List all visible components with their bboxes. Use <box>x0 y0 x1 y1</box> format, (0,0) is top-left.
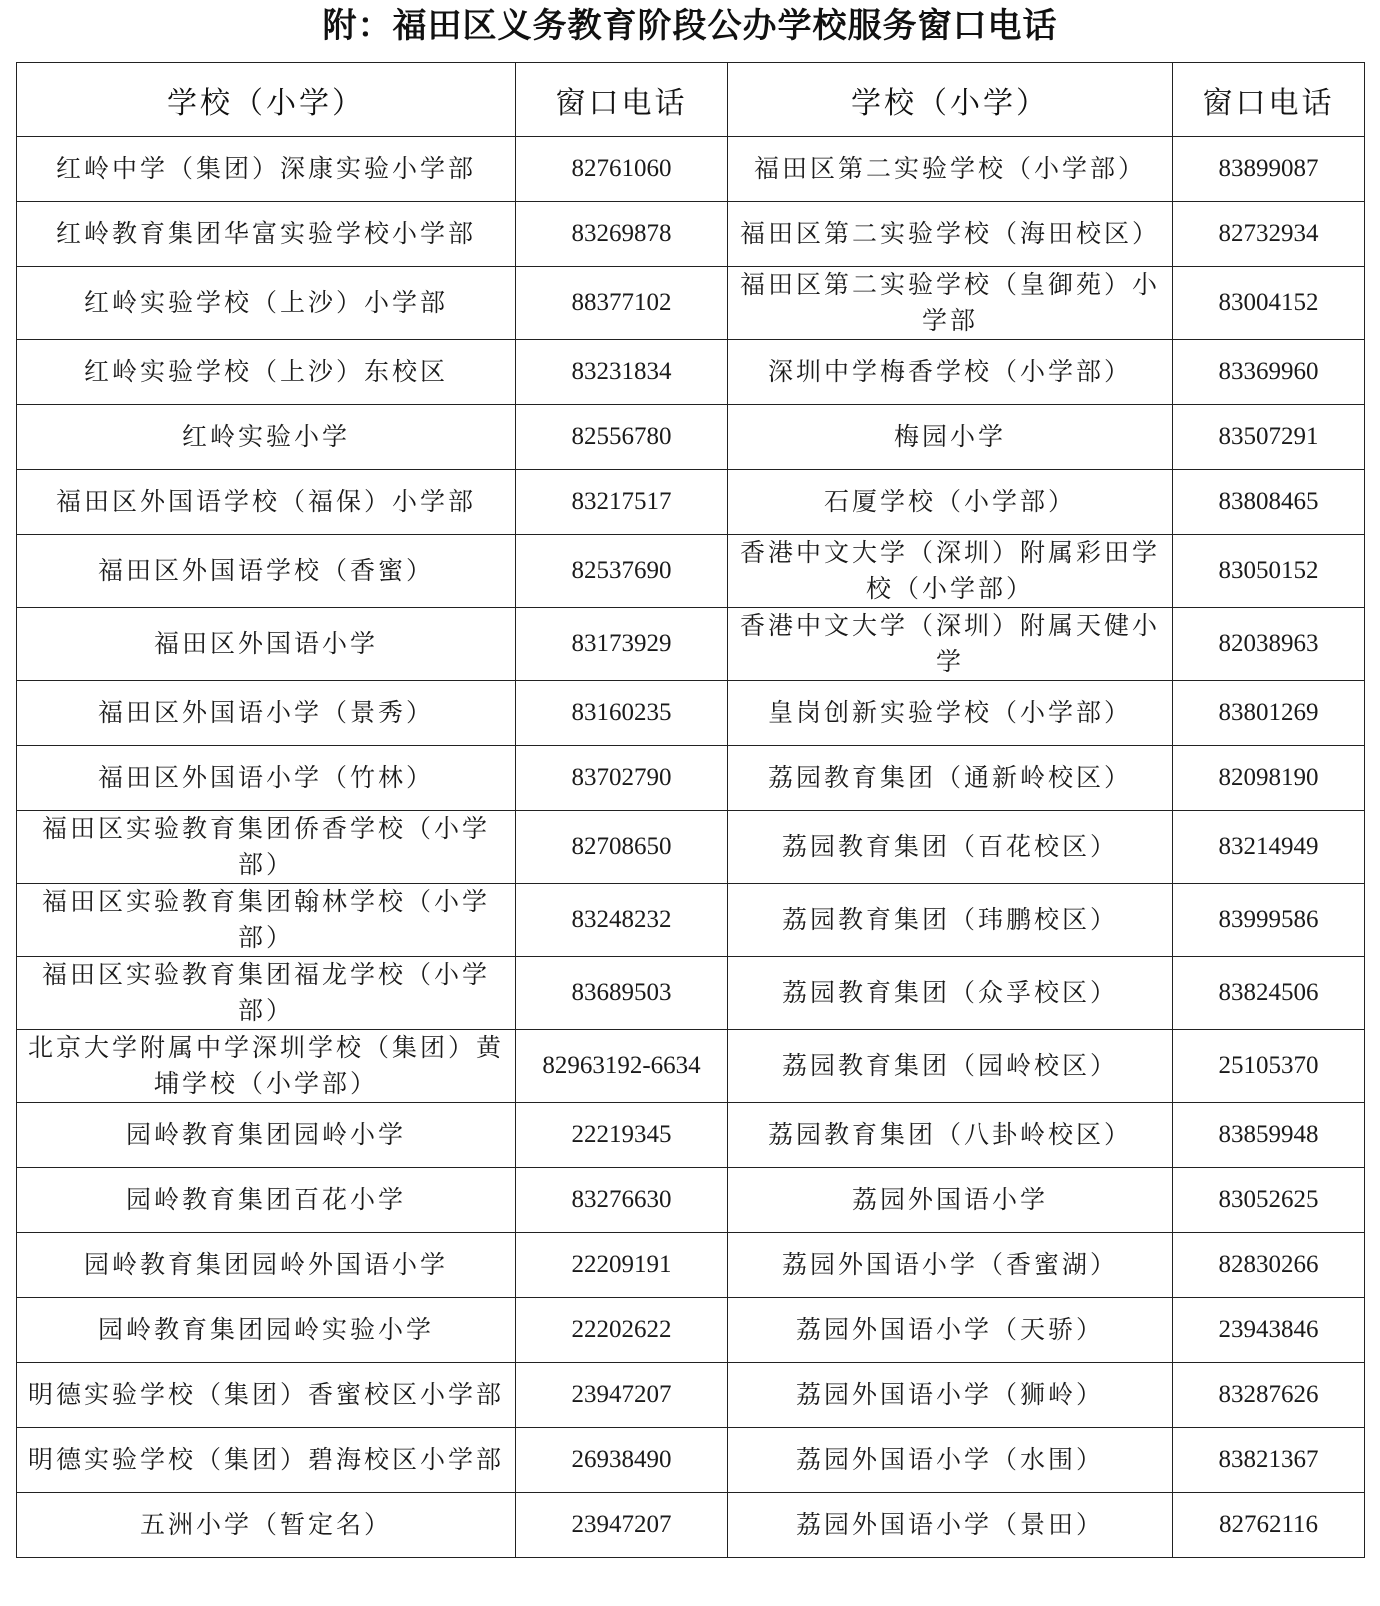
header-school-right: 学校（小学） <box>728 63 1173 137</box>
phone-number-left: 88377102 <box>516 267 728 340</box>
table-row <box>17 470 1365 535</box>
school-name-left: 红岭教育集团华富实验学校小学部 <box>17 202 516 267</box>
school-name-right: 荔园教育集团（众孚校区） <box>728 957 1173 1030</box>
phone-number-left: 82963192-6634 <box>516 1030 728 1103</box>
table-row <box>17 811 1365 884</box>
phone-number-right: 83899087 <box>1173 137 1365 202</box>
school-name-left: 福田区外国语学校（香蜜） <box>17 535 516 608</box>
header-phone-right: 窗口电话 <box>1173 63 1365 137</box>
phone-number-left: 22202622 <box>516 1298 728 1363</box>
phone-number-right: 83824506 <box>1173 957 1365 1030</box>
phone-number-left: 83702790 <box>516 746 728 811</box>
phone-number-left: 83689503 <box>516 957 728 1030</box>
table-row <box>17 1363 1365 1428</box>
school-name-right: 荔园外国语小学（水围） <box>728 1428 1173 1493</box>
phone-number-left: 22209191 <box>516 1233 728 1298</box>
school-name-right: 荔园教育集团（八卦岭校区） <box>728 1103 1173 1168</box>
table-row <box>17 608 1365 681</box>
phone-number-right: 23943846 <box>1173 1298 1365 1363</box>
phone-number-right: 82732934 <box>1173 202 1365 267</box>
school-name-right: 荔园教育集团（百花校区） <box>728 811 1173 884</box>
table-row <box>17 1493 1365 1558</box>
school-name-left: 福田区外国语小学（景秀） <box>17 681 516 746</box>
table-row <box>17 1298 1365 1363</box>
phone-number-left: 83160235 <box>516 681 728 746</box>
school-name-left: 红岭中学（集团）深康实验小学部 <box>17 137 516 202</box>
school-name-left: 红岭实验学校（上沙）小学部 <box>17 267 516 340</box>
phone-number-right: 82098190 <box>1173 746 1365 811</box>
phone-number-left: 83217517 <box>516 470 728 535</box>
phone-number-left: 83248232 <box>516 884 728 957</box>
school-name-right: 荔园外国语小学（天骄） <box>728 1298 1173 1363</box>
school-name-left: 福田区实验教育集团翰林学校（小学部） <box>17 884 516 957</box>
table-row <box>17 137 1365 202</box>
school-name-right: 香港中文大学（深圳）附属天健小学 <box>728 608 1173 681</box>
school-name-right: 石厦学校（小学部） <box>728 470 1173 535</box>
school-name-left: 园岭教育集团百花小学 <box>17 1168 516 1233</box>
table-row <box>17 267 1365 340</box>
phone-number-left: 83269878 <box>516 202 728 267</box>
table-row <box>17 746 1365 811</box>
table-row <box>17 1168 1365 1233</box>
school-name-right: 荔园外国语小学（景田） <box>728 1493 1173 1558</box>
document-title: 附：福田区义务教育阶段公办学校服务窗口电话 <box>322 6 1058 46</box>
table-row <box>17 405 1365 470</box>
table-row <box>17 340 1365 405</box>
school-name-left: 红岭实验小学 <box>17 405 516 470</box>
phone-number-right: 83050152 <box>1173 535 1365 608</box>
school-name-left: 红岭实验学校（上沙）东校区 <box>17 340 516 405</box>
school-name-left: 福田区实验教育集团侨香学校（小学部） <box>17 811 516 884</box>
header-school-left: 学校（小学） <box>17 63 516 137</box>
school-name-right: 荔园外国语小学 <box>728 1168 1173 1233</box>
phone-number-left: 83231834 <box>516 340 728 405</box>
phone-number-left: 26938490 <box>516 1428 728 1493</box>
phone-number-right: 83369960 <box>1173 340 1365 405</box>
school-name-right: 荔园教育集团（玮鹏校区） <box>728 884 1173 957</box>
school-name-left: 明德实验学校（集团）香蜜校区小学部 <box>17 1363 516 1428</box>
table-row <box>17 535 1365 608</box>
phone-number-right: 83004152 <box>1173 267 1365 340</box>
school-name-left: 福田区外国语学校（福保）小学部 <box>17 470 516 535</box>
phone-number-left: 23947207 <box>516 1493 728 1558</box>
school-name-left: 五洲小学（暂定名） <box>17 1493 516 1558</box>
school-name-left: 园岭教育集团园岭实验小学 <box>17 1298 516 1363</box>
phone-number-right: 83808465 <box>1173 470 1365 535</box>
phone-number-left: 82761060 <box>516 137 728 202</box>
school-name-left: 北京大学附属中学深圳学校（集团）黄埔学校（小学部） <box>17 1030 516 1103</box>
school-name-right: 梅园小学 <box>728 405 1173 470</box>
school-name-left: 福田区实验教育集团福龙学校（小学部） <box>17 957 516 1030</box>
school-name-left: 明德实验学校（集团）碧海校区小学部 <box>17 1428 516 1493</box>
school-name-right: 荔园外国语小学（狮岭） <box>728 1363 1173 1428</box>
school-name-right: 皇岗创新实验学校（小学部） <box>728 681 1173 746</box>
table-row <box>17 1103 1365 1168</box>
school-name-left: 园岭教育集团园岭小学 <box>17 1103 516 1168</box>
school-name-left: 园岭教育集团园岭外国语小学 <box>17 1233 516 1298</box>
phone-number-left: 83276630 <box>516 1168 728 1233</box>
table-row <box>17 681 1365 746</box>
header-phone-left: 窗口电话 <box>516 63 728 137</box>
school-name-right: 荔园外国语小学（香蜜湖） <box>728 1233 1173 1298</box>
phone-number-right: 83801269 <box>1173 681 1365 746</box>
table-row <box>17 884 1365 957</box>
phone-number-right: 83821367 <box>1173 1428 1365 1493</box>
table-row <box>17 1233 1365 1298</box>
phone-number-right: 82830266 <box>1173 1233 1365 1298</box>
phone-number-right: 83052625 <box>1173 1168 1365 1233</box>
phone-number-right: 83507291 <box>1173 405 1365 470</box>
school-phone-table <box>16 62 1365 1558</box>
phone-number-left: 82556780 <box>516 405 728 470</box>
school-name-right: 深圳中学梅香学校（小学部） <box>728 340 1173 405</box>
phone-number-left: 82708650 <box>516 811 728 884</box>
table-header-row <box>17 63 1365 137</box>
phone-number-left: 22219345 <box>516 1103 728 1168</box>
school-name-right: 香港中文大学（深圳）附属彩田学校（小学部） <box>728 535 1173 608</box>
phone-number-left: 23947207 <box>516 1363 728 1428</box>
phone-number-left: 83173929 <box>516 608 728 681</box>
phone-number-right: 83287626 <box>1173 1363 1365 1428</box>
phone-number-right: 25105370 <box>1173 1030 1365 1103</box>
school-name-left: 福田区外国语小学 <box>17 608 516 681</box>
phone-number-right: 83999586 <box>1173 884 1365 957</box>
school-name-left: 福田区外国语小学（竹林） <box>17 746 516 811</box>
school-name-right: 福田区第二实验学校（小学部） <box>728 137 1173 202</box>
school-name-right: 荔园教育集团（园岭校区） <box>728 1030 1173 1103</box>
school-name-right: 福田区第二实验学校（皇御苑）小学部 <box>728 267 1173 340</box>
phone-number-right: 82038963 <box>1173 608 1365 681</box>
table-row <box>17 957 1365 1030</box>
table-row <box>17 1428 1365 1493</box>
phone-number-right: 82762116 <box>1173 1493 1365 1558</box>
school-name-right: 荔园教育集团（通新岭校区） <box>728 746 1173 811</box>
school-name-right: 福田区第二实验学校（海田校区） <box>728 202 1173 267</box>
table-row <box>17 202 1365 267</box>
phone-number-right: 83859948 <box>1173 1103 1365 1168</box>
phone-number-right: 83214949 <box>1173 811 1365 884</box>
phone-number-left: 82537690 <box>516 535 728 608</box>
table-row <box>17 1030 1365 1103</box>
